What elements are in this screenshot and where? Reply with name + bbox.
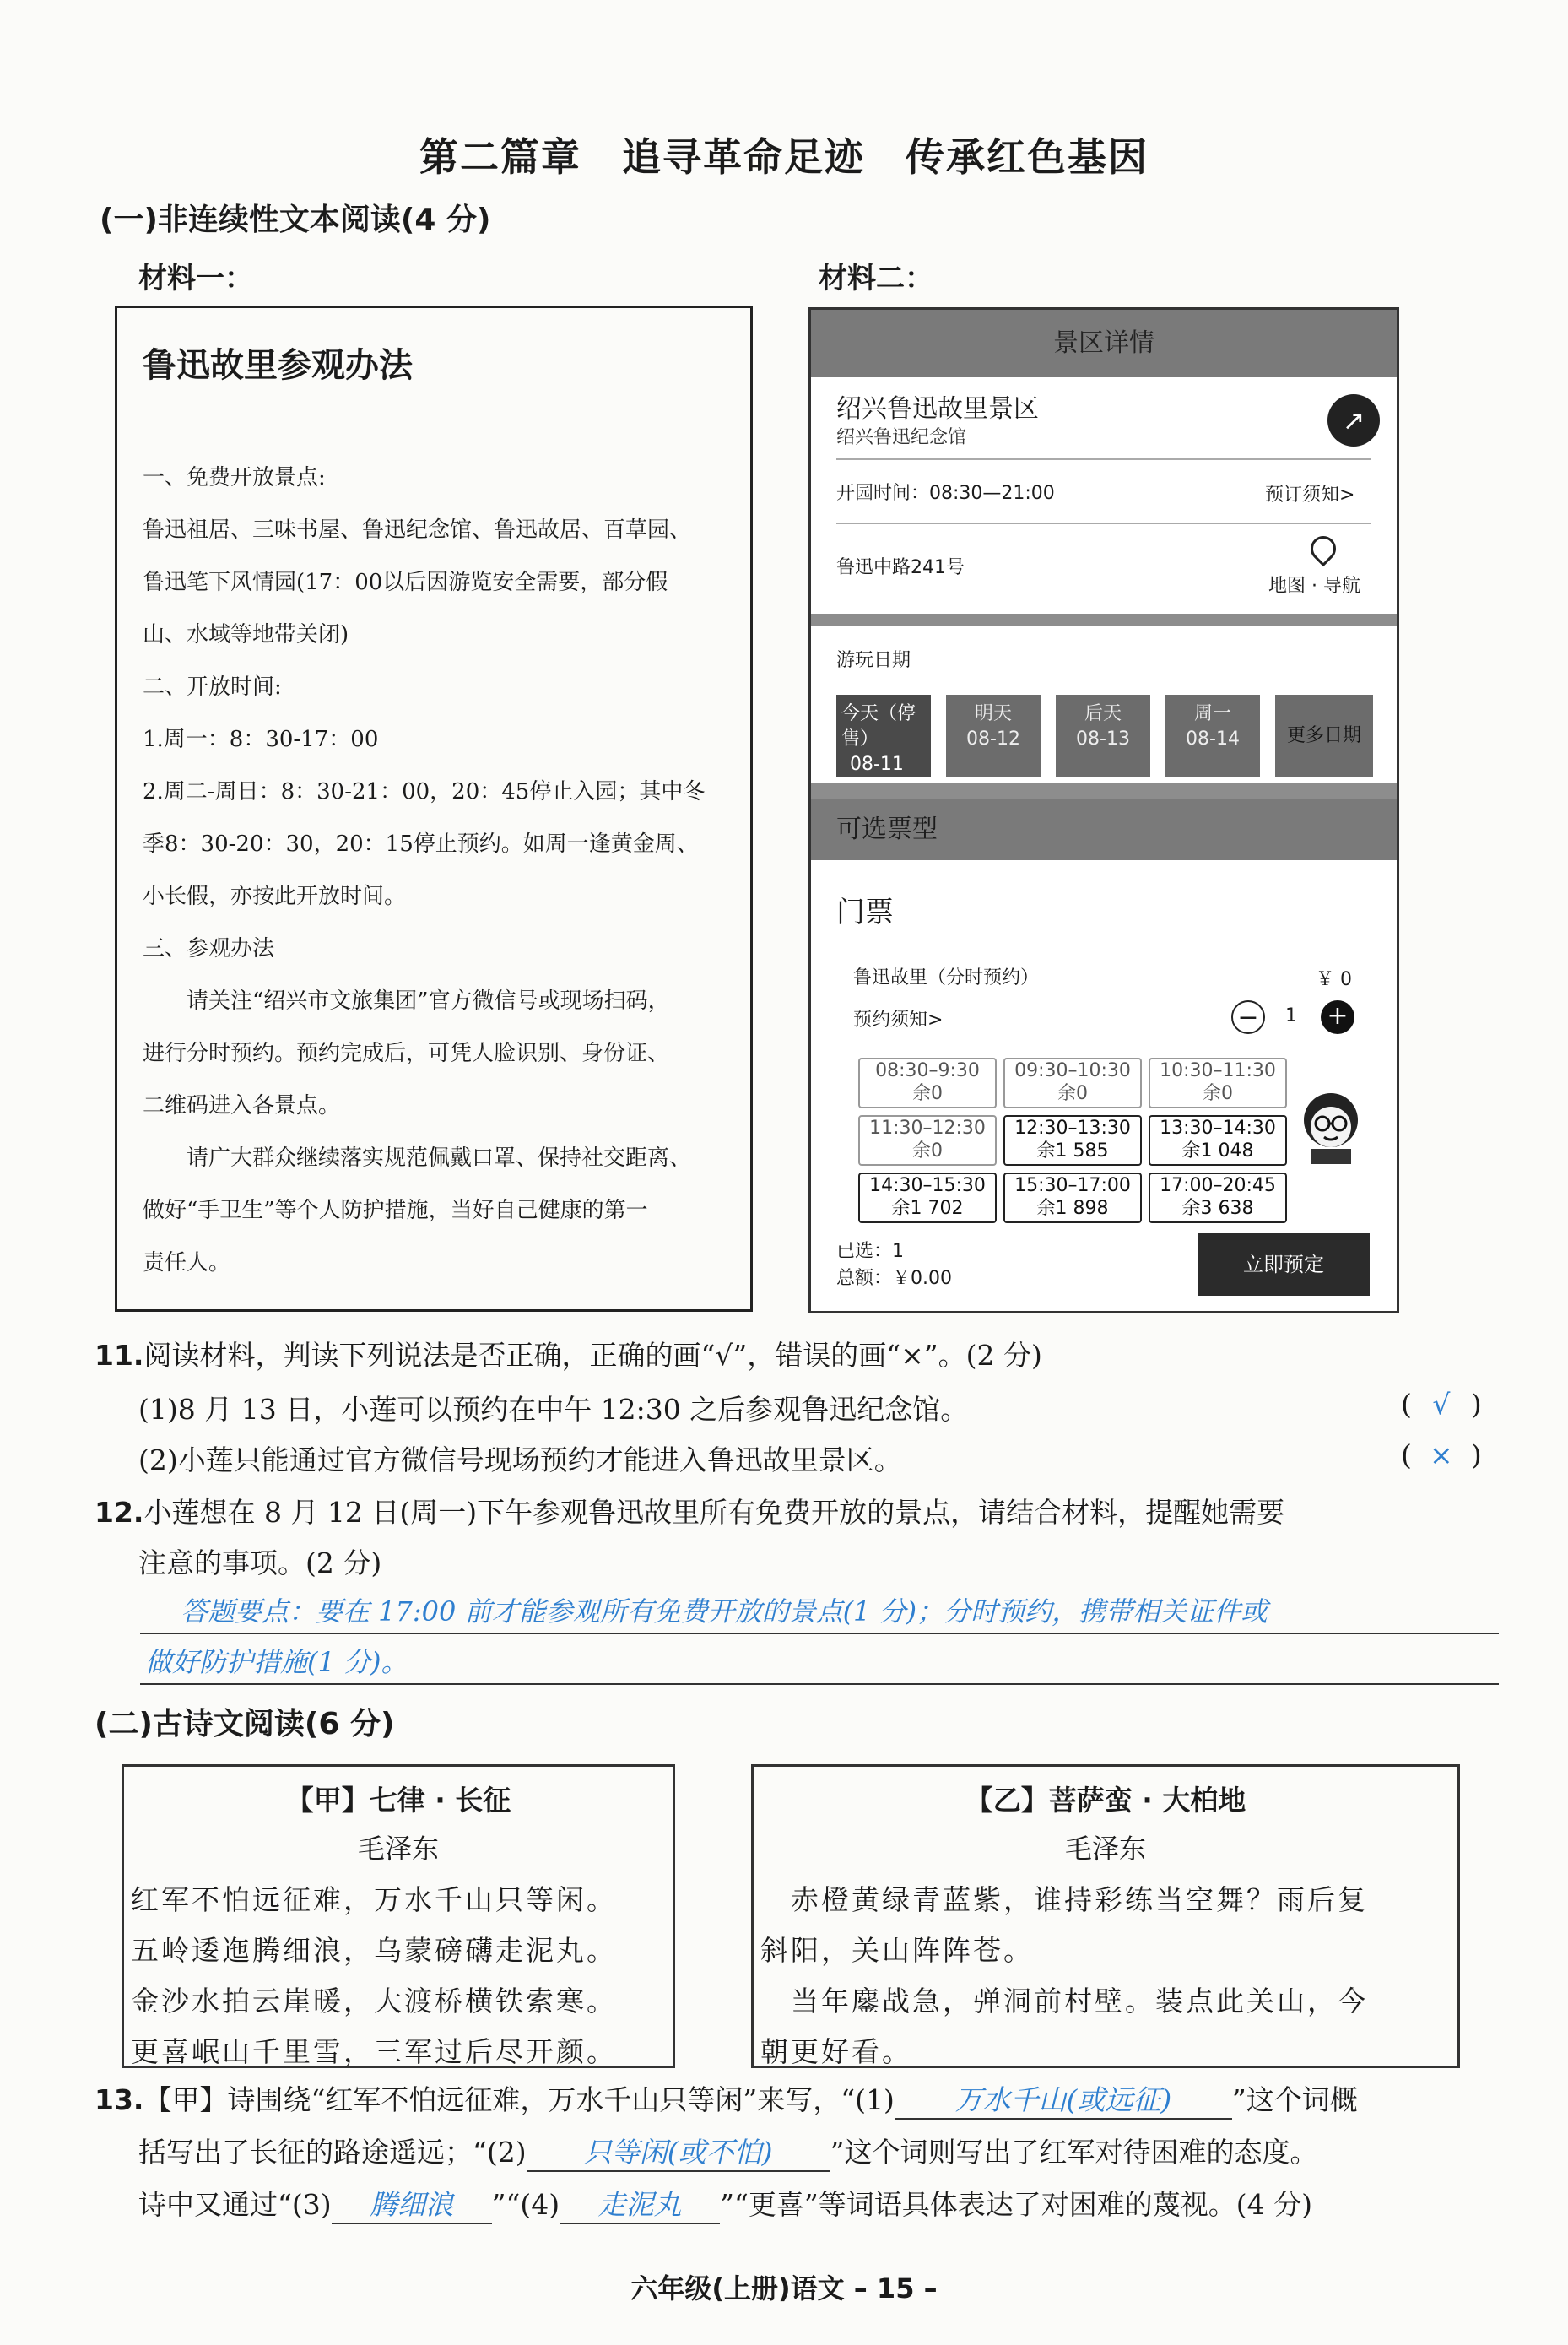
q13-line3 [138,2183,1312,2224]
poem-b-line: 朝更好看。 [760,2035,912,2068]
date-line: 08-14 [1186,728,1240,750]
date-line: 今天（停 [841,703,916,724]
material1-line: 二、开放时间: [143,674,282,700]
material1-line: 请关注“绍兴市文旅集团”官方微信号或现场扫码， [187,988,670,1014]
poem-a-line: 金沙水拍云崖暖，大渡桥横铁索寒。 [131,1985,617,2017]
section-heading-poetry: (二)古诗文阅读(6 分) [95,1707,395,1741]
slot-time: 12:30–13:30 [1014,1118,1131,1139]
slot-remain: 余0 [1203,1083,1233,1104]
slot-remain: 余1 048 [1181,1140,1254,1162]
answer-underline [140,1633,1499,1634]
date-line: 后天 [1084,703,1122,724]
date-tile-today[interactable] [836,695,931,777]
reserve-notice-link[interactable]: 预约须知> [853,1010,944,1031]
time-slot[interactable] [1149,1115,1287,1166]
q11-item1-answer: √ [1432,1388,1451,1421]
time-slot[interactable] [1003,1115,1142,1166]
material1-line: 季8：30-20：30，20：15停止预约。如周一逢黄金周、 [143,831,699,857]
share-icon[interactable]: ↗ [1327,394,1380,447]
material1-title: 鲁迅故里参观办法 [143,346,413,385]
date-tile-tomorrow[interactable] [946,695,1041,777]
quantity-minus-button[interactable]: − [1231,1000,1265,1034]
poem-b-line: 斜阳，关山阵阵苍。 [760,1934,1034,1967]
slot-remain: 余3 638 [1181,1198,1254,1219]
poem-b-line: 赤橙黄绿青蓝紫，谁持彩练当空舞？雨后复 [760,1883,1368,1916]
q11-item2-answer: × [1430,1438,1453,1471]
material1-line: 小长假，亦按此开放时间。 [143,884,407,909]
open-time: 开园时间：08:30—21:00 [836,483,1055,504]
q12-number: 12. [95,1496,144,1529]
date-tile-monday[interactable] [1165,695,1260,777]
material1-line: 鲁迅笔下风情园(17：00以后因游览安全需要，部分假 [143,570,668,595]
total-amount: 总额：￥0.00 [836,1268,952,1289]
date-line: 08-13 [1076,728,1130,750]
time-slot[interactable] [1149,1058,1287,1108]
material1-line: 做好“手卫生”等个人防护措施，当好自己健康的第一 [143,1198,648,1223]
location-pin-icon[interactable] [1306,531,1341,566]
ticket-price: ￥ 0 [1316,969,1352,990]
q13-text: 诗中又通过“(3) [138,2188,332,2221]
poem-a-box [122,1764,675,2068]
paren: ) [1470,1388,1482,1421]
map-nav-link[interactable]: 地图 · 导航 [1268,576,1360,597]
time-slot[interactable] [858,1058,997,1108]
poem-a-line: 更喜岷山千里雪，三军过后尽开颜。 [131,2035,617,2068]
q13-blank1[interactable]: 万水千山(或远征) [895,2078,1232,2120]
material1-line: 一、免费开放景点: [143,465,326,490]
date-line: 周一 [1193,703,1231,724]
q12-answer-line1[interactable]: 答题要点：要在 17:00 前才能参观所有免费开放的景点(1 分)；分时预约，携带相关证件或 [181,1595,1268,1627]
date-tile-day-after[interactable] [1056,695,1150,777]
play-date-label: 游玩日期 [836,650,911,671]
cartoon-avatar-icon [1294,1085,1368,1166]
slot-time: 09:30–10:30 [1014,1060,1131,1081]
q13-text: ”这个词概 [1231,2083,1358,2116]
q13-text: 括写出了长征的路途遥远；“(2) [138,2136,527,2169]
selected-count: 已选：1 [836,1241,904,1262]
q13-blank4[interactable]: 走泥丸 [560,2183,720,2224]
slot-remain: 余1 585 [1036,1140,1109,1162]
page-title: 第二篇章 追寻革命足迹 传承红色基因 [419,134,1149,180]
page-footer: 六年级(上册)语文 – 15 – [630,2272,938,2304]
poem-b-title: 【乙】菩萨蛮 · 大柏地 [965,1784,1246,1817]
scenic-detail-header: 景区详情 [811,310,1397,377]
q12-answer-line2[interactable]: 做好防护措施(1 分)。 [145,1646,408,1678]
slot-time: 10:30–11:30 [1160,1060,1276,1081]
poem-a-line: 五岭逶迤腾细浪，乌蒙磅礴走泥丸。 [131,1934,617,1967]
poem-b-box [751,1764,1460,2068]
paren: ) [1470,1438,1482,1471]
q13-line1 [95,2078,1358,2120]
q11-text: 阅读材料，判读下列说法是否正确，正确的画“√”，错误的画“×”。(2 分) [143,1339,1042,1372]
divider [836,523,1371,524]
material1-line: 山、水域等地带关闭) [143,622,349,647]
ticket-heading: 门票 [836,896,894,929]
q13-blank2[interactable]: 只等闲(或不怕) [527,2131,830,2172]
paren: ( [1401,1388,1412,1421]
answer-underline [140,1683,1499,1685]
q11-stem [95,1334,1042,1373]
q12-stem-continued: 注意的事项。(2 分) [138,1546,382,1579]
slot-remain: 余0 [912,1140,943,1162]
material1-box [115,306,753,1312]
ticket-name: 鲁迅故里（分时预约） [853,967,1040,988]
slot-remain: 余1 702 [891,1198,964,1219]
q11-number: 11. [95,1339,144,1372]
q13-text: ”“更喜”等词语具体表达了对困难的蔑视。(4 分) [720,2188,1312,2221]
book-now-button[interactable]: 立即预定 [1198,1233,1370,1296]
material1-label: 材料一： [138,262,253,295]
q12-text: 小莲想在 8 月 12 日(周一)下午参观鲁迅故里所有免费开放的景点，请结合材料，提醒她需要 [143,1496,1285,1529]
material1-line: 鲁迅祖居、三味书屋、鲁迅纪念馆、鲁迅故居、百草园、 [143,517,692,543]
q11-item1-answer-box[interactable] [1401,1388,1482,1421]
q13-blank3[interactable]: 腾细浪 [332,2183,492,2224]
booking-notice-link[interactable]: 预订须知> [1265,485,1355,506]
date-line: 售） [841,728,879,750]
slot-remain: 余0 [912,1083,943,1104]
q13-text: ”这个词则写出了红军对待困难的态度。 [830,2136,1318,2169]
material1-line: 进行分时预约。预约完成后，可凭人脸识别、身份证、 [143,1041,670,1066]
poem-b-author: 毛泽东 [1064,1833,1146,1865]
quantity-value: 1 [1285,1005,1297,1026]
section-heading-nonlinear: (一)非连续性文本阅读(4 分) [100,203,491,237]
time-slot[interactable] [1003,1172,1142,1223]
material1-line: 三、参观办法 [143,936,275,961]
poem-a-author: 毛泽东 [357,1833,439,1865]
material1-line: 二维码进入各景点。 [143,1093,341,1118]
slot-remain: 余1 898 [1036,1198,1109,1219]
date-line: 明天 [974,703,1012,724]
slot-remain: 余0 [1057,1083,1088,1104]
section-separator [811,783,1397,799]
q12-stem [95,1491,1284,1530]
date-line: 08-12 [966,728,1020,750]
scenic-subname: 绍兴鲁迅纪念馆 [836,427,967,448]
slot-time: 08:30–9:30 [875,1060,980,1081]
material2-label: 材料二： [819,262,933,295]
more-dates-button[interactable]: 更多日期 [1275,695,1373,777]
q11-item1: (1)8 月 13 日，小莲可以预约在中午 12:30 之后参观鲁迅纪念馆。 [138,1393,969,1426]
material1-line: 责任人。 [143,1250,231,1275]
poem-a-line: 红军不怕远征难，万水千山只等闲。 [131,1883,617,1916]
q13-text: ”“(4) [491,2188,560,2221]
q11-item2: (2)小莲只能通过官方微信号现场预约才能进入鲁迅故里景区。 [138,1443,902,1476]
q13-number: 13. [95,2083,144,2116]
paren: ( [1401,1438,1412,1471]
ticket-type-label: 可选票型 [811,799,1397,860]
scenic-name: 绍兴鲁迅故里景区 [836,394,1039,424]
slot-time: 15:30–17:00 [1014,1175,1131,1196]
divider [836,458,1371,460]
address: 鲁迅中路241号 [836,557,965,578]
material1-line: 请广大群众继续落实规范佩戴口罩、保持社交距离、 [187,1145,692,1171]
time-slot[interactable] [1003,1058,1142,1108]
material1-line: 1.周一：8：30-17：00 [143,727,379,752]
material1-line: 2.周二-周日：8：30-21：00，20：45停止入园；其中冬 [143,779,706,804]
date-line: 08-11 [850,754,904,775]
q13-line2 [138,2131,1318,2172]
q11-item2-answer-box[interactable] [1401,1438,1482,1471]
slot-time: 13:30–14:30 [1160,1118,1276,1139]
slot-time: 17:00–20:45 [1160,1175,1276,1196]
slot-time: 11:30–12:30 [869,1118,986,1139]
poem-a-title: 【甲】七律 · 长征 [285,1784,511,1817]
time-slot[interactable] [858,1115,997,1166]
time-slot[interactable] [1149,1172,1287,1223]
q13-text: 【甲】诗围绕“红军不怕远征难，万水千山只等闲”来写，“(1) [143,2083,895,2116]
material2-phone [808,307,1399,1313]
time-slot[interactable] [858,1172,997,1223]
quantity-plus-button[interactable]: + [1321,1000,1354,1034]
slot-time: 14:30–15:30 [869,1175,986,1196]
material1-body [143,452,733,1289]
section-separator [811,614,1397,626]
poem-b-line: 当年鏖战急，弹洞前村壁。装点此关山，今 [760,1985,1368,2017]
